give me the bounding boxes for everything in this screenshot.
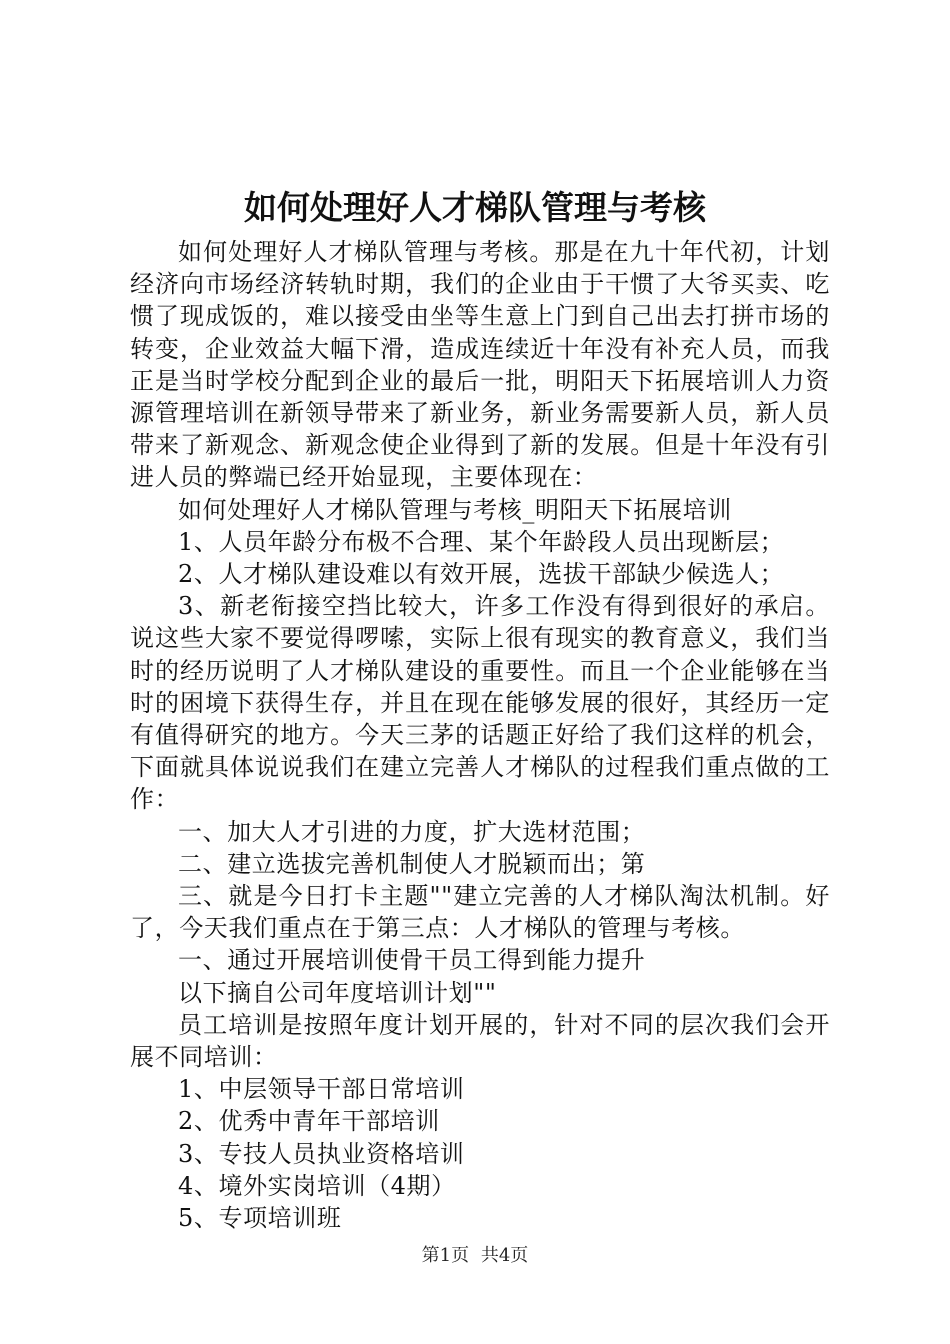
list-item-problem-2: 2、人才梯队建设难以有效开展，选拔干部缺少候选人； <box>178 560 785 589</box>
list-item-problem-3: 3、新老衔接空挡比较大，许多工作没有得到很好的承启。说这些大家不要觉得啰嗦，实际上很有现实的教育意义，我们当时的经历说明了人才梯队建设的重要性。而且一个企业能够在当时的困境下获得生存，并且在现在能够发展的很好，其经历一定有值得研究的地方。今天三茅的话题正好给了我们这样的机会，下面就具体说说我们在建立完善人才梯队的过程我们重点做的工作： <box>130 592 830 814</box>
list-item-training-5: 5、专项培训班 <box>178 1204 342 1233</box>
paragraph-intro: 如何处理好人才梯队管理与考核。那是在九十年代初，计划经济向市场经济转轨时期，我们的企业由于干惯了大爷买卖、吃惯了现成饭的，难以接受由坐等生意上门到自己出去打拼市场的转变，企业效益大幅下滑，造成连续近十年没有补充人员，而我正是当时学校分配到企业的最后一批，明阳天下拓展培训人力资源管理培训在新领导带来了新业务，新业务需要新人员，新人员带来了新观念、新观念使企业得到了新的发展。但是十年没有引进人员的弊端已经开始显现，主要体现在： <box>130 238 830 492</box>
document-title: 如何处理好人才梯队管理与考核 <box>244 188 706 227</box>
list-item-training-4: 4、境外实岗培训（4期） <box>178 1171 456 1200</box>
list-item-work-2: 二、建立选拔完善机制使人才脱颖而出；第 <box>178 849 646 878</box>
document-body <box>130 236 830 1234</box>
list-item-work-1: 一、加大人才引进的力度，扩大选材范围； <box>178 817 646 846</box>
list-item-work-3: 三、就是今日打卡主题""建立完善的人才梯队淘汰机制。好了，今天我们重点在于第三点：人才梯队的管理与考核。 <box>130 882 830 943</box>
page-footer <box>0 1244 950 1268</box>
page-number: 第1页 <box>421 1245 470 1266</box>
page-total: 共4页 <box>480 1245 529 1266</box>
paragraph-training-plan: 员工培训是按照年度计划开展的，针对不同的层次我们会开展不同培训： <box>130 1010 830 1072</box>
paragraph-excerpt-note: 以下摘自公司年度培训计划"" <box>178 978 497 1007</box>
list-item-problem-1: 1、人员年龄分布极不合理、某个年龄段人员出现断层； <box>178 527 785 556</box>
section-heading-training: 一、通过开展培训使骨干员工得到能力提升 <box>178 946 646 975</box>
list-item-training-3: 3、专技人员执业资格培训 <box>178 1139 465 1168</box>
list-item-training-2: 2、优秀中青年干部培训 <box>178 1107 440 1136</box>
list-item-training-1: 1、中层领导干部日常培训 <box>178 1075 465 1104</box>
paragraph-subtitle: 如何处理好人才梯队管理与考核_明阳天下拓展培训 <box>178 495 732 524</box>
